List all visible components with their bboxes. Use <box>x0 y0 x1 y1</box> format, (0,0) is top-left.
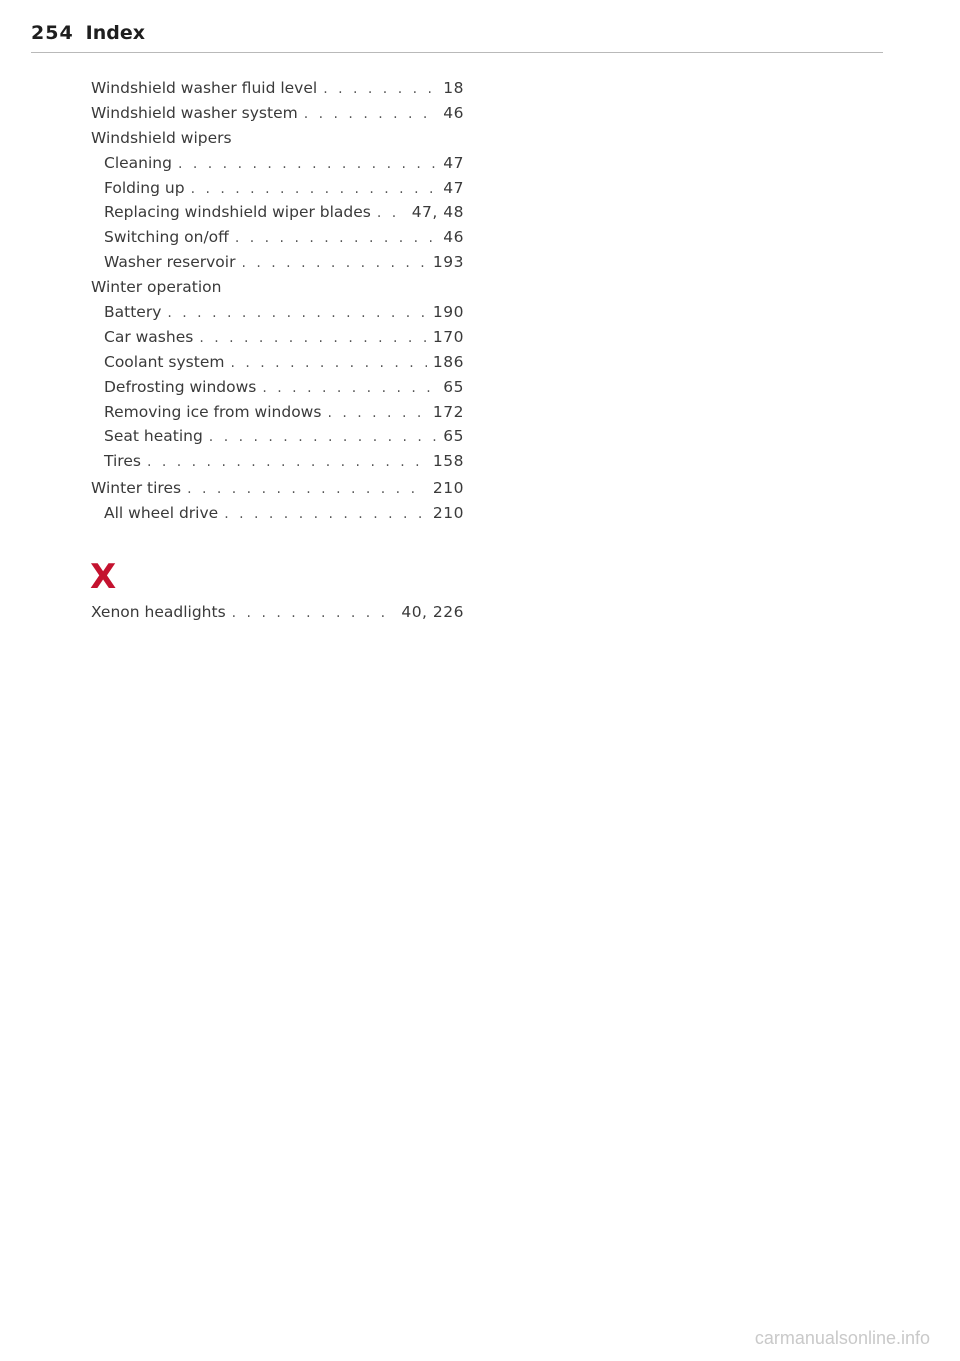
entry-term: Coolant system <box>104 352 225 371</box>
entry-pages: 65 <box>443 427 464 446</box>
entry-term: Folding up <box>104 178 185 197</box>
index-subentry <box>91 424 464 449</box>
leader-dots <box>224 502 427 526</box>
index-subentry <box>91 151 464 176</box>
index-subentry <box>91 350 464 375</box>
entry-pages: 18 <box>443 79 464 97</box>
leader-dots <box>187 477 427 501</box>
entry-term: Tires <box>104 452 141 471</box>
entry-pages: 158 <box>432 452 464 471</box>
index-subentry <box>91 501 464 526</box>
index-subentry <box>91 300 464 325</box>
leader-dots <box>235 226 437 250</box>
entry-term: Windshield washer system <box>91 103 298 122</box>
entry-term: Defrosting windows <box>104 377 257 396</box>
leader-dots <box>262 376 437 400</box>
leader-dots <box>327 401 426 425</box>
entry-term: Windshield washer fluid level <box>91 79 318 97</box>
entry-pages: 210 <box>432 504 464 523</box>
entry-term: Winter operation <box>91 278 222 297</box>
leader-dots <box>199 326 427 350</box>
index-entry-heading <box>91 275 464 300</box>
index-subentry <box>91 176 464 201</box>
section-letter-x: X <box>90 557 117 597</box>
index-subentry <box>91 250 464 275</box>
entry-pages: 193 <box>432 253 464 272</box>
leader-dots <box>191 177 438 201</box>
leader-dots <box>167 301 427 325</box>
index-entry-heading <box>91 126 464 151</box>
entry-term: Cleaning <box>104 153 172 172</box>
index-subentry <box>91 200 464 225</box>
leader-dots <box>304 102 438 126</box>
index-subentry <box>91 325 464 350</box>
entry-pages: 46 <box>443 228 464 247</box>
entry-term: Car washes <box>104 327 194 346</box>
entry-term: Xenon headlights <box>91 603 226 621</box>
index-subentry <box>91 225 464 250</box>
entry-pages: 46 <box>443 103 464 122</box>
watermark: carmanualsonline.info <box>754 1328 930 1348</box>
index-entry <box>91 600 464 625</box>
leader-dots <box>232 601 396 625</box>
page-number: 254 <box>31 22 74 44</box>
index-section-w <box>91 76 464 526</box>
entry-term: Removing ice from windows <box>104 402 322 421</box>
entry-pages: 47, 48 <box>411 203 464 222</box>
entry-pages: 210 <box>432 479 464 498</box>
entry-term: Winter tires <box>91 479 182 498</box>
entry-pages: 47 <box>443 153 464 172</box>
index-subentry <box>91 375 464 400</box>
index-subentry <box>91 449 464 474</box>
entry-pages: 186 <box>432 352 464 371</box>
entry-term: Windshield wipers <box>91 128 232 147</box>
leader-dots <box>241 251 426 275</box>
index-entry <box>91 101 464 126</box>
leader-dots <box>323 77 437 101</box>
index-entry <box>91 76 464 101</box>
page-header <box>31 22 883 53</box>
index-subentry <box>91 400 464 425</box>
entry-pages: 40, 226 <box>401 603 464 621</box>
entry-pages: 172 <box>432 402 464 421</box>
entry-term: Battery <box>104 303 162 322</box>
entry-term: Washer reservoir <box>104 253 236 272</box>
entry-pages: 170 <box>432 327 464 346</box>
entry-term: Switching on/off <box>104 228 229 247</box>
index-section-x <box>91 600 464 625</box>
entry-term: Seat heating <box>104 427 203 446</box>
entry-pages: 190 <box>432 303 464 322</box>
leader-dots <box>209 425 437 449</box>
leader-dots <box>178 152 437 176</box>
index-entry <box>91 476 464 501</box>
entry-term: Replacing windshield wiper blades <box>104 203 371 222</box>
entry-term: All wheel drive <box>104 504 219 523</box>
leader-dots <box>230 351 426 375</box>
page-title: Index <box>85 22 146 44</box>
leader-dots <box>147 450 427 474</box>
leader-dots <box>377 201 406 225</box>
entry-pages: 47 <box>443 178 464 197</box>
entry-pages: 65 <box>443 377 464 396</box>
